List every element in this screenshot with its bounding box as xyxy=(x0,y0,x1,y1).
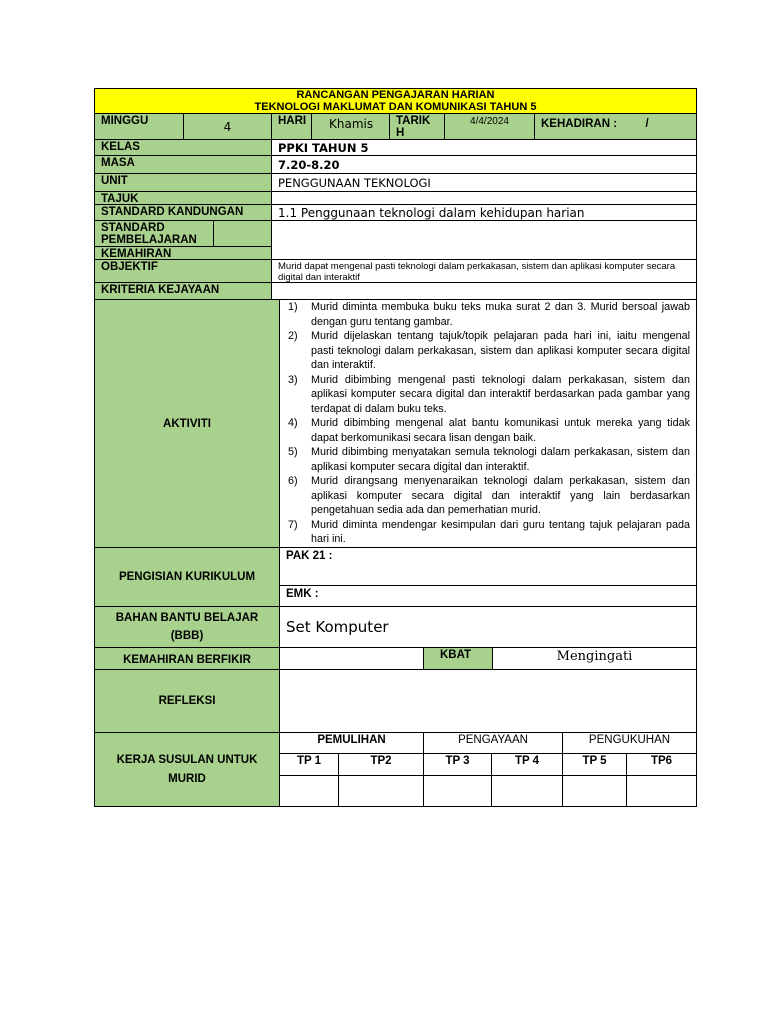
aktiviti-item-number: 3) xyxy=(288,373,298,386)
hari-value: Khamis xyxy=(311,113,390,140)
tp3-header: TP 3 xyxy=(423,753,492,776)
aktiviti-item-text: Murid dijelaskan tentang tajuk/topik pelajaran pada hari ini, iaitu mengenal pasti teknologi dalam perkakasan, sistem dan aplikasi komputer secara digital dan interaktif. xyxy=(311,330,690,371)
kbat-value: Mengingati xyxy=(492,647,697,670)
refleksi-value xyxy=(279,669,697,733)
standard-pembelajaran-label-fill xyxy=(213,220,272,247)
aktiviti-item-text: Murid diminta membuka buku teks muka surat 2 dan 3. Murid bersoal jawab dengan guru tentang gambar. xyxy=(311,301,690,328)
hari-label: HARI xyxy=(271,113,312,140)
masa-label: MASA xyxy=(94,155,272,174)
tp5-cell xyxy=(562,775,627,807)
tp4-cell xyxy=(491,775,563,807)
aktiviti-item-number: 4) xyxy=(288,417,298,429)
tp3-cell xyxy=(423,775,492,807)
aktiviti-item-number: 5) xyxy=(288,446,298,458)
objektif-label: OBJEKTIF xyxy=(94,259,272,283)
kriteria-kejayaan-label: KRITERIA KEJAYAAN xyxy=(94,282,272,300)
document-header xyxy=(94,88,697,114)
tajuk-value xyxy=(271,191,697,205)
aktiviti-item-text: Murid dibimbing mengenal alat bantu komunikasi untuk mereka yang tidak dapat berkomunikasi secara lisan dengan baik. xyxy=(311,417,690,444)
pengayaan-header: PENGAYAAN xyxy=(423,732,563,754)
aktiviti-item xyxy=(288,329,690,373)
kemahiran-label: KEMAHIRAN xyxy=(94,246,272,260)
document-title: RANCANGAN PENGAJARAN HARIAN xyxy=(296,89,495,101)
standard-kandungan-value: 1.1 Penggunaan teknologi dalam kehidupan harian xyxy=(271,204,697,221)
kemahiran-berfikir-value xyxy=(279,647,424,670)
standard-kandungan-label: STANDARD KANDUNGAN xyxy=(94,204,272,221)
tp2-header: TP2 xyxy=(338,753,424,776)
minggu-label: MINGGU xyxy=(94,113,184,140)
aktiviti-content xyxy=(279,299,697,548)
standard-pembelajaran-label: STANDARD PEMBELAJARAN xyxy=(94,220,214,247)
aktiviti-item xyxy=(288,518,690,547)
aktiviti-item-number: 7) xyxy=(288,518,298,531)
tarikh-value: 4/4/2024 xyxy=(444,113,535,140)
unit-label: UNIT xyxy=(94,173,272,192)
tp1-header: TP 1 xyxy=(279,753,339,776)
kehadiran-label: KEHADIRAN : xyxy=(541,118,618,130)
pengisian-kurikulum-label: PENGISIAN KURIKULUM xyxy=(94,547,280,607)
aktiviti-item-text: Murid dirangsang menyenaraikan teknologi dalam perkakasan, sistem dan aplikasi komputer secara digital dan interaktif yang lain berdasarkan pengetahuan sedia ada dan pemerhatian murid. xyxy=(311,475,690,516)
tarikh-label: TARIK H xyxy=(389,113,445,140)
emk-field: EMK : xyxy=(279,585,697,607)
aktiviti-item-text: Murid dibimbing menyatakan semula teknologi dalam perkakasan, sistem dan aplikasi komputer secara digital dan interaktif. xyxy=(311,446,690,473)
objektif-value: Murid dapat mengenal pasti teknologi dalam perkakasan, sistem dan aplikasi komputer secara digital dan interaktif xyxy=(271,259,697,283)
aktiviti-item-number: 2) xyxy=(288,330,298,342)
tajuk-label: TAJUK xyxy=(94,191,272,205)
pemulihan-header: PEMULIHAN xyxy=(279,732,424,754)
tp4-header: TP 4 xyxy=(491,753,563,776)
tp6-header: TP6 xyxy=(626,753,697,776)
pak21-field: PAK 21 : xyxy=(279,547,697,586)
kehadiran-value: / xyxy=(645,118,649,130)
tp5-header: TP 5 xyxy=(562,753,627,776)
aktiviti-item-text: Murid diminta mendengar kesimpulan dari guru tentang tajuk pelajaran pada hari ini. xyxy=(311,518,690,545)
aktiviti-item-number: 6) xyxy=(288,475,298,487)
aktiviti-item xyxy=(288,416,690,445)
kelas-value: PPKI TAHUN 5 xyxy=(271,139,697,156)
bbb-label: BAHAN BANTU BELAJAR (BBB) xyxy=(94,606,280,648)
aktiviti-item xyxy=(288,373,690,417)
kerja-susulan-label: KERJA SUSULAN UNTUK MURID xyxy=(94,732,280,807)
tp6-cell xyxy=(626,775,697,807)
minggu-value: 4 xyxy=(183,113,272,140)
kelas-label: KELAS xyxy=(94,139,272,156)
kemahiran-berfikir-label: KEMAHIRAN BERFIKIR xyxy=(94,647,280,670)
aktiviti-item-number: 1) xyxy=(288,301,298,313)
standard-pembelajaran-value xyxy=(271,220,697,260)
aktiviti-label: AKTIVITI xyxy=(94,299,280,548)
aktiviti-item xyxy=(288,445,690,474)
aktiviti-list xyxy=(280,300,696,547)
kbat-label: KBAT xyxy=(423,647,493,670)
tp2-cell xyxy=(338,775,424,807)
aktiviti-item xyxy=(288,300,690,329)
aktiviti-item-text: Murid dibimbing mengenal pasti teknologi dalam perkakasan, sistem dan aplikasi komputer secara digital dan interaktif berdasarkan pada gambar yang terdapat di dalam buku teks. xyxy=(311,373,690,415)
refleksi-label: REFLEKSI xyxy=(94,669,280,733)
pengukuhan-header: PENGUKUHAN xyxy=(562,732,697,754)
kehadiran-cell xyxy=(534,113,697,140)
document-subtitle: TEKNOLOGI MAKLUMAT DAN KOMUNIKASI TAHUN 5 xyxy=(254,101,537,113)
bbb-value: Set Komputer xyxy=(279,606,697,648)
kriteria-kejayaan-value xyxy=(271,282,697,300)
unit-value: PENGGUNAAN TEKNOLOGI xyxy=(271,173,697,192)
aktiviti-item xyxy=(288,474,690,518)
masa-value: 7.20-8.20 xyxy=(271,155,697,174)
tp1-cell xyxy=(279,775,339,807)
